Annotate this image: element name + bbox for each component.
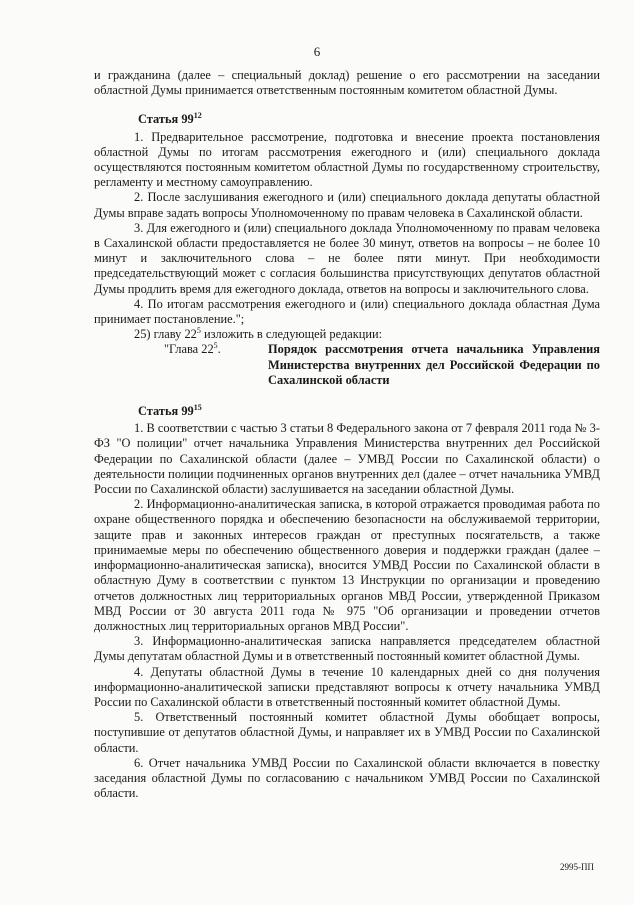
amendment-item (94, 327, 600, 342)
article-heading (94, 404, 600, 419)
document-body (94, 68, 600, 801)
amendment-item-text: изложить в следующей редакции: (200, 327, 383, 342)
article-label: Статья 99 (138, 404, 194, 419)
chapter-heading (164, 342, 600, 388)
paragraph: 3. Для ежегодного и (или) специального доклада Уполномоченному по правам человека в Сахалинской области предоставляется не более 30 минут, ответов на вопросы – не более 10 минут и заключительного слова – не более пяти минут. При необходимости председательствующий может с согласия большинства присутствующих депутатов областной Думы продлить время для ежегодного доклада, ответов на вопросы и заключительного слова. (94, 220, 600, 296)
document-code: 2995-ПП (560, 862, 594, 872)
paragraph: 5. Ответственный постоянный комитет областной Думы обобщает вопросы, поступившие от депутатов областной Думы, и направляет их в УМВД России по Сахалинской области. (94, 710, 600, 755)
article-label: Статья 99 (138, 112, 194, 127)
paragraph: 3. Информационно-аналитическая записка направляется председателем областной Думы депутатам областной Думы и в ответственный постоянный комитет областной Думы. (94, 634, 600, 664)
amendment-item-text: 25) главу 22 (134, 327, 197, 342)
article-heading (94, 112, 600, 127)
chapter-label-sup: 5 (213, 341, 218, 351)
paragraph: 2. Информационно-аналитическая записка, в которой отражается проводимая работа по охране общественного порядка и обеспечению безопасности на обслуживаемой территории, защите прав и законных интересов граждан от преступных посягательств, а также принимаемые меры по обеспечению общественного доверия и поддержки граждан (далее – информационно-аналитическая записка), вносится УМВД России по Сахалинской области в областную Думу в соответствии с пунктом 13 Инструкции по организации и проведению отчетов должностных лиц территориальных органов МВД России, утвержденной Приказом МВД России от 30 августа 2011 года № 975 "Об организации и проведении отчетов должностных лиц территориальных органов МВД России". (94, 497, 600, 633)
continued-paragraph: и гражданина (далее – специальный доклад) решение о его рассмотрении на заседании областной Думы принимается ответственным постоянным комитетом областной Думы. (94, 68, 600, 98)
page-number: 6 (313, 44, 321, 59)
article-sup: 15 (193, 402, 202, 412)
chapter-label-dot: . (217, 342, 221, 357)
chapter-label-text: "Глава 22 (164, 342, 214, 357)
paragraph: 6. Отчет начальника УМВД России по Сахалинской области включается в повестку заседания областной Думы по согласованию с начальником УМВД России по Сахалинской области. (94, 755, 600, 801)
paragraph: 1. Предварительное рассмотрение, подготовка и внесение проекта постановления областной Думы по итогам рассмотрения ежегодного и (или) специального доклада осуществляются постоянным комитетом областной Думы по государственному строительству, регламенту и местному самоуправлению. (94, 129, 600, 190)
chapter-title: Порядок рассмотрения отчета начальника Управления Министерства внутренних дел Российской Федерации по Сахалинской области (268, 342, 600, 387)
paragraph: 4. Депутаты областной Думы в течение 10 календарных дней со дня получения информационно-аналитической записки представляют вопросы к отчету начальника УМВД России по Сахалинской области в ответственный постоянный комитет областной Думы. (94, 664, 600, 709)
article-sup: 12 (193, 111, 202, 121)
amendment-item-sup: 5 (196, 326, 201, 336)
paragraph: 2. После заслушивания ежегодного и (или) специального доклада депутаты областной Думы вправе задать вопросы Уполномоченному по правам человека в Сахалинской области. (94, 190, 600, 220)
paragraph: 1. В соответствии с частью 3 статьи 8 Федерального закона от 7 февраля 2011 года № 3-ФЗ "О полиции" отчет начальника Управления Министерства внутренних дел Российской Федерации по Сахалинской области (далее – УМВД России по Сахалинской области) о деятельности полиции подчиненных органов внутренних дел (далее – отчет начальника УМВД России по Сахалинской области) заслушивается на заседании областной Думы. (94, 421, 600, 497)
chapter-label (164, 342, 268, 388)
paragraph: 4. По итогам рассмотрения ежегодного и (или) специального доклада областная Дума принимает постановление."; (94, 296, 600, 327)
